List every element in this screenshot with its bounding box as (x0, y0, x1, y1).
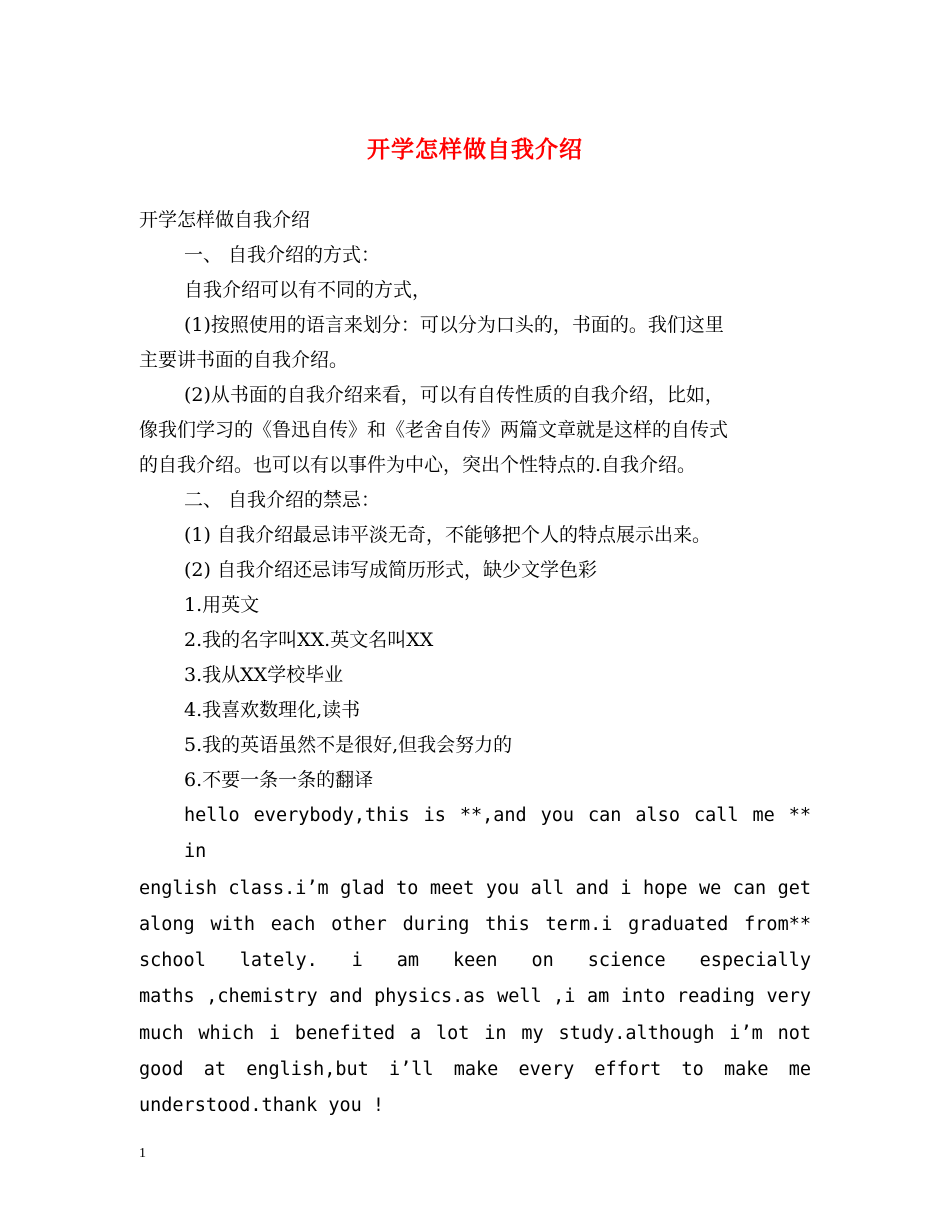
english-line: hello everybody,this is **,and you can also call me ** in (184, 805, 811, 863)
text-line: 2.我的名字叫XX.英文名叫XX (184, 629, 434, 651)
english-line: along with each other during this term.i graduated from** (139, 913, 811, 935)
english-line: maths ,chemistry and physics.as well ,i am into reading very (139, 986, 811, 1008)
text-line: 二、 自我介绍的禁忌： (184, 489, 381, 511)
text-line: 一、 自我介绍的方式： (184, 244, 381, 266)
document-body (139, 203, 811, 1125)
text-line: 5.我的英语虽然不是很好,但我会努力的 (184, 734, 513, 756)
text-line: (1)按照使用的语言来划分：可以分为口头的，书面的。我们这里 (184, 314, 724, 336)
english-line: school lately. i am keen on science especially (139, 950, 811, 972)
chinese-paragraphs (139, 203, 811, 798)
english-line: good at english,but i’ll make every effort to make me (139, 1059, 811, 1081)
text-line: 自我介绍可以有不同的方式， (184, 279, 432, 301)
text-line: (2) 自我介绍还忌讳写成简历形式，缺少文学色彩 (184, 559, 597, 581)
english-line: much which i benefited a lot in my study.although i’m not (139, 1022, 811, 1044)
text-line: (1) 自我介绍最忌讳平淡无奇，不能够把个人的特点展示出来。 (184, 524, 711, 546)
text-line: 像我们学习的《鲁迅自传》和《老舍自传》两篇文章就是这样的自传式 (139, 419, 729, 441)
text-line: 的自我介绍。也可以有以事件为中心，突出个性特点的.自我介绍。 (139, 454, 697, 476)
text-line: (2)从书面的自我介绍来看，可以有自传性质的自我介绍，比如， (184, 384, 724, 406)
document-title: 开学怎样做自我介绍 (367, 136, 583, 163)
text-line: 1.用英文 (184, 594, 260, 616)
text-line: 6.不要一条一条的翻译 (184, 769, 374, 791)
text-line: 开学怎样做自我介绍 (139, 209, 311, 231)
text-line: 4.我喜欢数理化,读书 (184, 699, 361, 721)
page-number: 1 (139, 1146, 146, 1161)
english-line: english class.i’m glad to meet you all and i hope we can get (139, 877, 811, 899)
english-paragraph (139, 798, 811, 1125)
text-line: 主要讲书面的自我介绍。 (139, 349, 349, 371)
text-line: 3.我从XX学校毕业 (184, 664, 344, 686)
english-line: understood.thank you ! (139, 1095, 385, 1117)
